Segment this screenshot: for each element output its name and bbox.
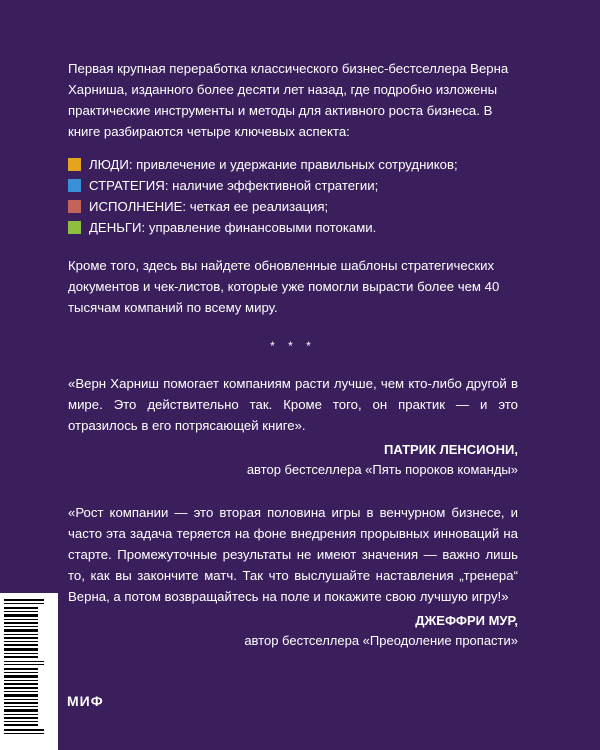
aspect-people bbox=[68, 154, 518, 175]
section-separator: * * * bbox=[270, 339, 316, 353]
back-cover-text bbox=[68, 58, 518, 651]
closing-paragraph: Кроме того, здесь вы найдете обновленные шаблоны стратегических документов и чек-листов, которые уже помогли вырасти более чем 40 тысячам компаний по всему миру. bbox=[68, 258, 500, 315]
aspect-money bbox=[68, 217, 518, 238]
quote-text: «Рост компании — это вторая половина игры в венчурном бизнесе, и часто эта задача теряется на фоне внедрения прорывных инноваций на старте. Промежуточные результаты не имеют значения — важно лишь то, как вы закончите матч. Так что выслушайте наставления „тренера“ Верна, а потом возвращайтесь на поле и покажите свою лучшую игру!» bbox=[68, 505, 518, 604]
aspect-execution bbox=[68, 196, 518, 217]
aspects-list bbox=[68, 154, 518, 238]
aspect-term: СТРАТЕГИЯ bbox=[89, 178, 165, 193]
blue-square-icon bbox=[68, 179, 81, 192]
quote-author: ДЖЕФФРИ МУР, bbox=[415, 613, 518, 628]
publisher-logo: МИФ bbox=[67, 693, 104, 709]
barcode-icon bbox=[4, 599, 44, 744]
quote-text: «Верн Харниш помогает компаниям расти лучше, чем кто-либо другой в мире. Это действительно так. Кроме того, он практик — и это отразилось в его потрясающей книге». bbox=[68, 376, 518, 433]
aspect-desc: : четкая ее реализация; bbox=[182, 199, 329, 214]
aspect-strategy bbox=[68, 175, 518, 196]
aspect-term: ЛЮДИ bbox=[89, 157, 129, 172]
red-square-icon bbox=[68, 200, 81, 213]
quote-author: ПАТРИК ЛЕНСИОНИ, bbox=[384, 442, 518, 457]
aspect-desc: : наличие эффективной стратегии; bbox=[164, 178, 379, 193]
yellow-square-icon bbox=[68, 158, 81, 171]
green-square-icon bbox=[68, 221, 81, 234]
isbn-number: 9 785001 469476 bbox=[50, 622, 60, 719]
quote-block-2 bbox=[68, 502, 518, 651]
aspect-term: ДЕНЬГИ bbox=[89, 220, 142, 235]
quote-block-1 bbox=[68, 373, 518, 480]
aspect-desc: : управление финансовыми потоками. bbox=[141, 220, 377, 235]
intro-paragraph: Первая крупная переработка классического бизнес-бестселлера Верна Харниша, изданного более десяти лет назад, где подробно изложены практические инструменты и методы для активного роста бизнеса. В книге разбираются четыре ключевых аспекта: bbox=[68, 61, 509, 139]
aspect-desc: : привлечение и удержание правильных сотрудников; bbox=[128, 157, 458, 172]
quote-author-book: автор бестселлера «Преодоление пропасти» bbox=[244, 633, 518, 648]
aspect-term: ИСПОЛНЕНИЕ bbox=[89, 199, 183, 214]
quote-author-book: автор бестселлера «Пять пороков команды» bbox=[246, 462, 518, 477]
